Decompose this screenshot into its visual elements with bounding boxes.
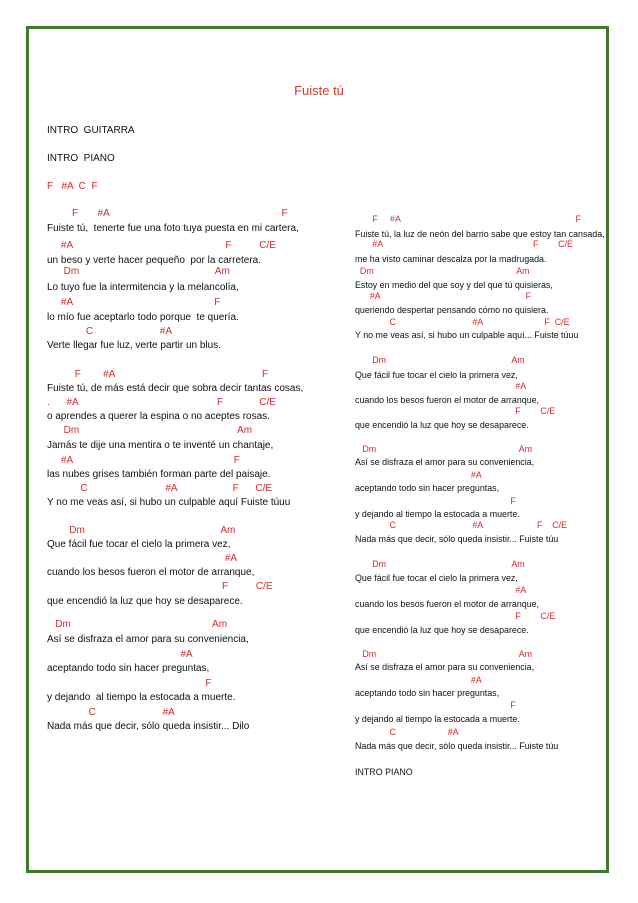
chord-line: #A [355,470,482,480]
lyric-line: Fuiste tú, de más está decir que sobra decir tantas cosas, [47,383,304,394]
lyric-line: Así se disfraza el amor para su conveniencia, [355,457,535,467]
lyric-line: Así se disfraza el amor para su conveniencia, [355,662,535,672]
chord-line: Dm Am [355,266,530,276]
chord-line: F #A F [47,208,288,219]
chord-line: #A [47,649,193,660]
lyric-line: y dejando al tiempo la estocada a muerte. [355,509,520,519]
lyric-line: Estoy en medio del que soy y del que tú quisieras, [355,280,553,290]
chord-line: #A [355,675,482,685]
lyric-line: Nada más que decir, sólo queda insistir... Fuiste túu [355,741,559,751]
chord-line: F #A C F [47,181,98,192]
lyric-line: Y no me veas así, si hubo un culpable aquí Fuiste túuu [47,497,291,508]
lyric-line: lo mío fue aceptarlo todo porque te quería. [47,312,239,323]
lyric-line: aceptando todo sin hacer preguntas, [355,483,500,493]
lyric-line: que encendió la luz que hoy se desaparece. [355,420,529,430]
lyric-line: Nada más que decir, sólo queda insistir... Fuiste túu [355,534,559,544]
lyric-line: Que fácil fue tocar el cielo la primera vez, [355,573,518,583]
lyric-line: aceptando todo sin hacer preguntas, [47,663,210,674]
lyric-line: Nada más que decir, sólo queda insistir... Dilo [47,721,250,732]
lyric-line: Así se disfraza el amor para su conveniencia, [47,634,249,645]
right-lyrics-column [355,0,625,903]
chord-line: Dm Am [355,649,533,659]
lyric-line: cuando los besos fueron el motor de arranque, [47,567,255,578]
chord-line: #A F C/E [47,240,276,251]
chord-line: C #A [47,326,173,337]
chord-line: F [355,700,516,710]
chord-line: Dm Am [47,425,253,436]
chord-line: Dm Am [47,619,228,630]
chord-line: Dm Am [47,266,230,277]
chord-line: F [355,496,516,506]
lyric-line: INTRO PIANO [47,153,115,164]
chord-line: Dm Am [47,525,236,536]
chord-line: #A F C/E [355,239,573,249]
chord-line: C #A [355,727,459,737]
chord-line: F C/E [47,581,273,592]
lyric-line: cuando los besos fueron el motor de arranque, [355,395,540,405]
chord-line: C #A F C/E [47,483,273,494]
lyric-line: cuando los besos fueron el motor de arranque, [355,599,540,609]
song-title: Fuiste tú [294,83,344,98]
lyric-line: Lo tuyo fue la intermitencia y la melancolía, [47,282,239,293]
chord-line: #A [355,585,527,595]
lyric-line: y dejando al tiempo la estocada a muerte. [355,714,520,724]
chord-line: Dm Am [355,559,525,569]
lyric-line: Verte llegar fue luz, verte partir un blus. [47,340,221,351]
lyric-line: queriendo despertar pensando cómo no quisiera. [355,305,549,315]
lyric-line: aceptando todo sin hacer preguntas, [355,688,500,698]
chord-line: #A F [355,291,532,301]
lyric-line: Fuiste tú, tenerte fue una foto tuya puesta en mi cartera, [47,223,299,234]
chord-line: #A F [47,297,221,308]
chord-line: . #A F C/E [47,397,276,408]
lyric-line: las nubes grises también forman parte del paisaje. [47,469,271,480]
lyric-line: Que fácil fue tocar el cielo la primera vez, [355,370,518,380]
chord-line: F #A F [355,214,581,224]
chord-line: Dm Am [355,444,533,454]
chord-line: #A [355,381,527,391]
left-lyrics-column [47,0,337,903]
lyric-line: un beso y verte hacer pequeño por la carretera. [47,255,262,266]
lyric-line: me ha visto caminar descalza por la madrugada. [355,254,547,264]
lyric-line: INTRO PIANO [355,767,413,777]
lyric-line: y dejando al tiempo la estocada a muerte. [47,692,236,703]
chord-line: F #A F [47,369,269,380]
lyric-line: Jamás te dije una mentira o te inventé un chantaje, [47,440,274,451]
chord-line: #A F [47,455,240,466]
chord-line: C #A F C/E [355,317,570,327]
chord-line: F C/E [355,611,556,621]
chord-line: Dm Am [355,355,525,365]
lyric-line: Y no me veas así, si hubo un culpable aquí... Fuiste túuu [355,330,579,340]
lyric-line: Fuiste tú, la luz de neón del barrio sabe que estoy tan cansada, [355,229,605,239]
lyric-line: Que fácil fue tocar el cielo la primera vez, [47,539,231,550]
chord-line: C #A F C/E [355,520,568,530]
chord-line: F [47,678,212,689]
chord-line: F C/E [355,406,556,416]
chord-line: C #A [47,707,175,718]
chord-line: #A [47,553,238,564]
lyric-line: o aprendes a querer la espina o no aceptes rosas. [47,411,270,422]
lyric-line: que encendió la luz que hoy se desaparece. [47,596,243,607]
lyric-line: INTRO GUITARRA [47,125,135,136]
lyric-line: que encendió la luz que hoy se desaparece. [355,625,529,635]
